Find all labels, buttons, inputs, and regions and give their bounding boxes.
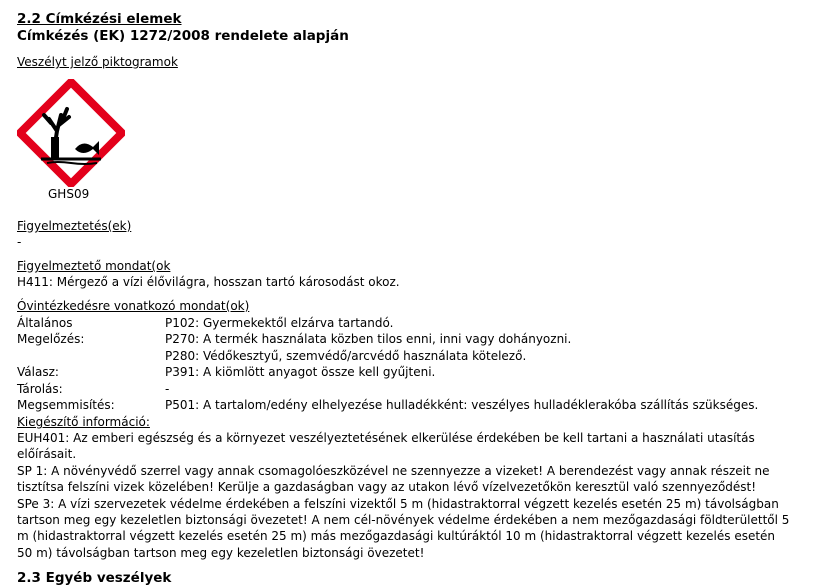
- environment-hazard-icon: [17, 79, 125, 187]
- precaution-label-response: Válasz:: [17, 365, 59, 379]
- precaution-text-disposal: P501: A tartalom/edény elhelyezése hulladékként: veszélyes hulladéklerakóba szállítás szükséges.: [165, 398, 759, 412]
- precaution-label-prevention: Megelőzés:: [17, 332, 85, 346]
- precaution-label-general: Általános: [17, 316, 73, 330]
- pictogram-code: GHS09: [48, 187, 90, 201]
- hazard-statements-heading: Figyelmeztető mondat(ok: [17, 259, 171, 273]
- precaution-label-storage: Tárolás:: [17, 382, 63, 396]
- precaution-text-response: P391: A kiömlött anyagot össze kell gyűjteni.: [165, 365, 436, 379]
- signal-word-heading: Figyelmeztetés(ek): [17, 219, 132, 233]
- precaution-text-prevention-1: P270: A termék használata közben tilos enni, inni vagy dohányozni.: [165, 332, 572, 346]
- pictograms-heading: Veszélyt jelző piktogramok: [17, 55, 178, 69]
- supplementary-spe3: SPe 3: A vízi szervezetek védelme érdekében a felszíni vizektől 5 m (hidastraktorral végzett kezelés esetén 25 m) távolságban tartson meg egy kezeletlen biztonsági övezetet! A nem cél-növények védelme érdekében a nem mezőgazdasági földterülettől 5 m (hidastraktorral végzett kezelés esetén 25 m) más mezőgazdasági kultúráktól 10 m (hidastraktorral végzett kezelés esetén 50 m) távolságban tartson meg egy kezeletlen biztonsági övezetet!: [17, 497, 790, 560]
- supplementary-sp1: SP 1: A növényvédő szerrel vagy annak csomagolóeszközével ne szennyezze a vizeket! A berendezést vagy annak részeit ne tisztítsa felszíni vizek közelében! Kerülje a gazdaságban vagy az utakon lévő vízelvezetőkön keresztül való szennyeződést!: [17, 464, 770, 495]
- signal-word-value: -: [17, 235, 22, 249]
- supplementary-euh401: EUH401: Az emberi egészség és a környezet veszélyeztetésének elkerülése érdekében be kell tartani a használati utasítás előírásait.: [17, 431, 755, 462]
- precaution-text-storage: -: [165, 382, 170, 396]
- section-title: 2.2 Címkézési elemek: [17, 11, 182, 27]
- section-subtitle: Címkézés (EK) 1272/2008 rendelete alapján: [17, 28, 349, 44]
- next-section-title: 2.3 Egyéb veszélyek: [17, 570, 172, 586]
- hazard-statement: H411: Mérgező a vízi élővilágra, hosszan tartó károsodást okoz.: [17, 275, 400, 289]
- precaution-text-general: P102: Gyermekektől elzárva tartandó.: [165, 316, 394, 330]
- precautionary-heading: Óvintézkedésre vonatkozó mondat(ok): [17, 299, 250, 313]
- supplementary-heading: Kiegészítő információ:: [17, 415, 150, 429]
- precaution-label-disposal: Megsemmisítés:: [17, 398, 115, 412]
- precaution-text-prevention-2: P280: Védőkesztyű, szemvédő/arcvédő használata kötelező.: [165, 349, 527, 363]
